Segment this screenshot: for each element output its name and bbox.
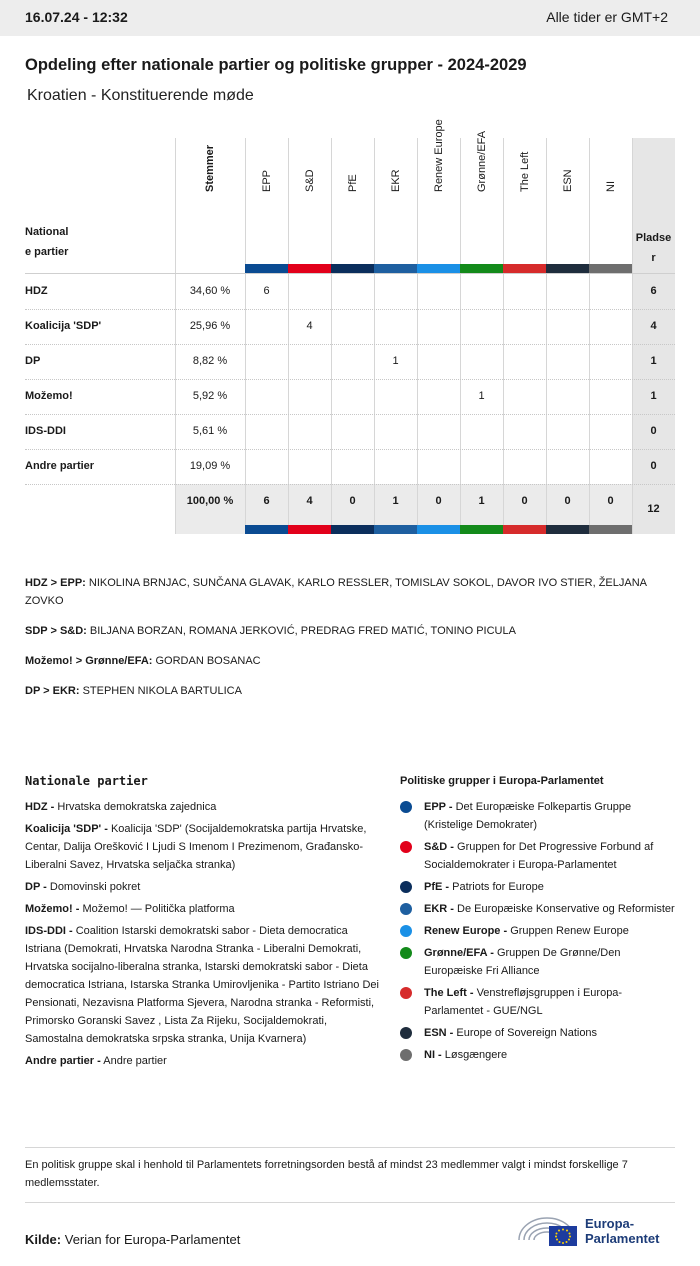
member-names: BILJANA BORZAN, ROMANA JERKOVIĆ, PREDRAG FRED MATIĆ, TONINO PICULA [89,625,516,637]
political-group-item [400,984,675,1020]
group-color-bar [546,525,589,534]
seat-cell [460,344,503,379]
seat-cell [546,379,589,414]
national-party-name: Andre partier [103,1055,167,1067]
member-names: STEPHEN NIKOLA BARTULICA [82,685,242,697]
group-color-bar [589,264,632,273]
political-group-name: Europe of Sovereign Nations [456,1027,598,1039]
political-group-name: Det Europæiske Folkepartis Gruppe (Kristelige Demokrater) [424,801,632,831]
group-header-s-d [288,138,331,264]
header-line-2: e partier [25,246,69,258]
political-group-name: Gruppen Renew Europe [510,925,629,937]
group-color-bar [460,264,503,273]
seat-cell [589,274,632,309]
group-color-bar [331,525,374,534]
seat-cell [245,344,288,379]
seat-cell [503,309,546,344]
political-group-name: Patriots for Europe [452,881,544,893]
group-color-bar [374,525,417,534]
seat-cell [374,449,417,484]
seat-cell [460,449,503,484]
seat-cell [503,344,546,379]
national-parties-heading: Nationale partier [25,774,148,788]
seat-cell [417,344,460,379]
seat-cell [331,449,374,484]
group-header-esn [546,138,589,264]
national-party-abbr: DP - [25,881,47,893]
group-color-dot-icon [400,987,412,999]
logo-line-2: Parlamentet [585,1231,660,1246]
seat-cell [245,379,288,414]
seat-cell [546,309,589,344]
group-header-the-left [503,138,546,264]
political-group-abbr: The Left - [424,987,474,999]
group-total: 4 [306,495,313,507]
political-groups-heading: Politiske grupper i Europa-Parlamentet [400,775,604,787]
national-party-abbr: Koalicija 'SDP' - [25,823,108,835]
seat-cell [288,379,331,414]
group-total: 0 [564,495,571,507]
political-groups-legend [400,772,675,1068]
seat-cell [503,414,546,449]
national-party-abbr: Možemo! - [25,903,80,915]
group-header-label: The Left [518,151,531,192]
group-color-bar [417,264,460,273]
seat-cell [503,274,546,309]
seat-total: 6 [650,285,657,297]
group-color-bar [589,525,632,534]
political-group-item [400,1046,675,1064]
table-row [25,379,675,414]
seat-cell [288,414,331,449]
seat-cell [503,379,546,414]
member-group-key: DP > EKR: [25,685,80,697]
table-row [25,274,675,309]
seats-header [632,228,675,268]
group-color-dot-icon [400,1027,412,1039]
group-total: 0 [349,495,356,507]
seat-cell [417,274,460,309]
national-party-item [25,878,380,896]
seats-header-line-1: Pladse [635,232,672,244]
political-group-item [400,900,675,918]
national-party-item [25,798,380,816]
seat-cell [589,449,632,484]
totals-row [25,484,675,524]
seat-cell [546,414,589,449]
group-color-bar [374,264,417,273]
seat-total: 1 [650,355,657,367]
seat-cell [546,449,589,484]
member-list [25,574,675,712]
seat-cell [331,414,374,449]
header-line-1: National [25,226,69,238]
group-color-bar [503,525,546,534]
vote-share: 5,61 % [192,425,228,437]
political-group-abbr: Grønne/EFA - [424,947,494,959]
group-total: 0 [435,495,442,507]
group-total: 0 [607,495,614,507]
political-group-abbr: EPP - [424,801,453,813]
political-group-item [400,838,675,874]
table-row [25,414,675,449]
seat-cell [589,379,632,414]
political-group-name: Venstrefløjsgruppen i Europa-Parlamentet - GUE/NGL [424,987,623,1017]
seat-cell: 4 [306,320,313,332]
top-bar [0,0,700,36]
national-party-name: Coalition Istarski demokratski sabor - Dieta democratica Istriana (Demokrati, Hrvatska Narodna Stranka - Liberalni Demokrati, Hrvatska socijalno-liberalna stranka, Istarski demokratski sabor - Dieta democratica Istriana, Istarska Stranka Umirovljenika - Partito Istriano Dei Pensionati, Nezavisna Platforma Sjevera, Narodna stranka - Reformisti, Primorsko Goranski Savez , Lista Za Rijeku, Socijaldemokrati, Samostalna demokratska srpska stranka, Unija Kvarnera) [25,925,379,1045]
political-group-abbr: S&D - [424,841,454,853]
national-party-abbr: IDS-DDI - [25,925,73,937]
group-color-bar [460,525,503,534]
group-color-dot-icon [400,841,412,853]
seat-cell [589,309,632,344]
party-name: Možemo! [25,390,73,402]
european-parliament-logo-icon [515,1210,579,1248]
group-header-label: Renew Europe [432,119,445,192]
seat-total: 4 [650,320,657,332]
group-color-dot-icon [400,947,412,959]
seat-cell [589,414,632,449]
group-color-dot-icon [400,903,412,915]
seat-cell [245,414,288,449]
table-row [25,449,675,484]
member-group-line [25,622,675,640]
seat-cell [374,379,417,414]
table-row [25,309,675,344]
seat-cell [331,379,374,414]
political-group-abbr: Renew Europe - [424,925,508,937]
seat-cell: 1 [478,390,485,402]
member-names: NIKOLINA BRNJAC, SUNČANA GLAVAK, KARLO RESSLER, TOMISLAV SOKOL, DAVOR IVO STIER, ŽELJANA ZOVKO [25,577,647,607]
group-color-bar [288,264,331,273]
seat-cell [288,274,331,309]
seat-cell [374,274,417,309]
political-group-abbr: ESN - [424,1027,454,1039]
seat-cell [331,344,374,379]
seat-cell [589,344,632,379]
seat-cell [245,449,288,484]
footnote: En politisk gruppe skal i henhold til Parlamentets forretningsorden bestå af mindst 23 medlemmer valgt i mindst forskellige 7 medlemsstater. [25,1147,675,1203]
seat-cell [245,309,288,344]
political-group-item [400,878,675,896]
national-party-abbr: HDZ - [25,801,55,813]
member-group-key: Možemo! > Grønne/EFA: [25,655,153,667]
vote-share: 25,96 % [189,320,231,332]
political-group-abbr: EKR - [424,903,454,915]
vote-total: 100,00 % [186,495,234,507]
seat-cell [460,414,503,449]
seat-total: 0 [650,460,657,472]
page-subtitle: Kroatien - Konstituerende møde [27,87,254,104]
grand-total: 12 [647,503,660,515]
source-label: Kilde: [25,1232,62,1247]
national-party-item [25,820,380,874]
party-name: Koalicija 'SDP' [25,320,102,332]
seat-cell [417,379,460,414]
party-name: HDZ [25,285,48,297]
political-group-item [400,922,675,940]
party-name: IDS-DDI [25,425,66,437]
timezone-note: Alle tider er GMT+2 [546,9,668,25]
group-color-bar [288,525,331,534]
seats-header-line-2: r [651,252,656,264]
source-value: Verian for Europa-Parlamentet [64,1232,241,1247]
timestamp: 16.07.24 - 12:32 [25,9,128,25]
source [25,1232,240,1247]
political-group-item [400,944,675,980]
table-row [25,344,675,379]
group-header-epp [245,138,288,264]
seat-cell [546,344,589,379]
group-header-label: NI [604,181,617,192]
group-header-ekr [374,138,417,264]
seat-cell [374,414,417,449]
logo-line-1: Europa- [585,1216,635,1231]
vote-share: 19,09 % [189,460,231,472]
group-color-bar [417,525,460,534]
group-color-dot-icon [400,881,412,893]
group-color-bar [546,264,589,273]
group-color-dot-icon [400,1049,412,1061]
group-header-label: PfE [346,174,359,192]
seat-cell [546,274,589,309]
national-party-item [25,922,380,1048]
group-color-bar [331,264,374,273]
group-header-label: Grønne/EFA [475,130,488,192]
group-header-pfe [331,138,374,264]
vote-share: 5,92 % [192,390,228,402]
group-total: 0 [521,495,528,507]
seat-cell [460,309,503,344]
group-total: 1 [478,495,485,507]
seat-cell: 1 [392,355,399,367]
political-group-name: Gruppen De Grønne/Den Europæiske Fri Alliance [424,947,621,977]
seat-cell [331,309,374,344]
votes-header [175,138,245,264]
group-header-label: S&D [303,169,316,192]
political-group-name: Gruppen for Det Progressive Forbund af Socialdemokrater i Europa-Parlamentet [424,841,654,871]
group-color-bar [245,525,288,534]
page-title: Opdeling efter nationale partier og politiske grupper - 2024-2029 [25,56,527,74]
group-header-gr-nne-efa [460,130,503,264]
national-party-name: Koalicija 'SDP' (Socijaldemokratska partija Hrvatske, Centar, Dalija Orešković I Ljudi S Imenom I Prezimenom, Građansko-Liberalni Savez, Hrvatska seljačka stranka) [25,823,367,871]
national-party-name: Možemo! — Politička platforma [82,903,235,915]
political-group-name: De Europæiske Konservative og Reformister [457,903,675,915]
member-names: GORDAN BOSANAC [155,655,261,667]
member-group-key: SDP > S&D: [25,625,87,637]
group-header-label: ESN [561,169,574,192]
national-party-name: Hrvatska demokratska zajednica [57,801,217,813]
group-header-label: EKR [389,169,402,192]
group-color-bar [245,264,288,273]
seat-cell [503,449,546,484]
seat-cell [417,414,460,449]
group-header-renew-europe [417,119,460,264]
group-color-bar [503,264,546,273]
vote-share: 8,82 % [192,355,228,367]
seat-total: 0 [650,425,657,437]
logo-text [585,1216,659,1246]
seat-cell [331,274,374,309]
member-group-line [25,652,675,670]
national-parties-header [25,222,68,262]
group-total: 1 [392,495,399,507]
national-party-item [25,1052,380,1070]
political-group-name: Løsgængere [444,1049,508,1061]
group-header-label: EPP [260,169,273,192]
party-name: Andre partier [25,460,95,472]
group-color-dot-icon [400,801,412,813]
results-table [25,119,675,534]
member-group-line [25,682,675,700]
group-header-ni [589,138,632,264]
party-name: DP [25,355,41,367]
seat-cell [460,274,503,309]
seat-total: 1 [650,390,657,402]
member-group-line [25,574,675,610]
votes-header-label: Stemmer [204,144,216,192]
seat-cell: 6 [263,285,270,297]
political-group-item [400,1024,675,1042]
seat-cell [374,309,417,344]
national-party-abbr: Andre partier - [25,1055,101,1067]
national-parties-legend [25,772,380,1074]
seat-cell [417,309,460,344]
national-party-item [25,900,380,918]
group-color-dot-icon [400,925,412,937]
seat-cell [417,449,460,484]
political-group-abbr: NI - [424,1049,442,1061]
political-group-abbr: PfE - [424,881,450,893]
vote-share: 34,60 % [189,285,231,297]
seat-cell [288,449,331,484]
national-party-name: Domovinski pokret [49,881,141,893]
member-group-key: HDZ > EPP: [25,577,86,589]
seat-cell [288,344,331,379]
european-parliament-logo [515,1210,675,1250]
group-total: 6 [263,495,270,507]
political-group-item [400,798,675,834]
